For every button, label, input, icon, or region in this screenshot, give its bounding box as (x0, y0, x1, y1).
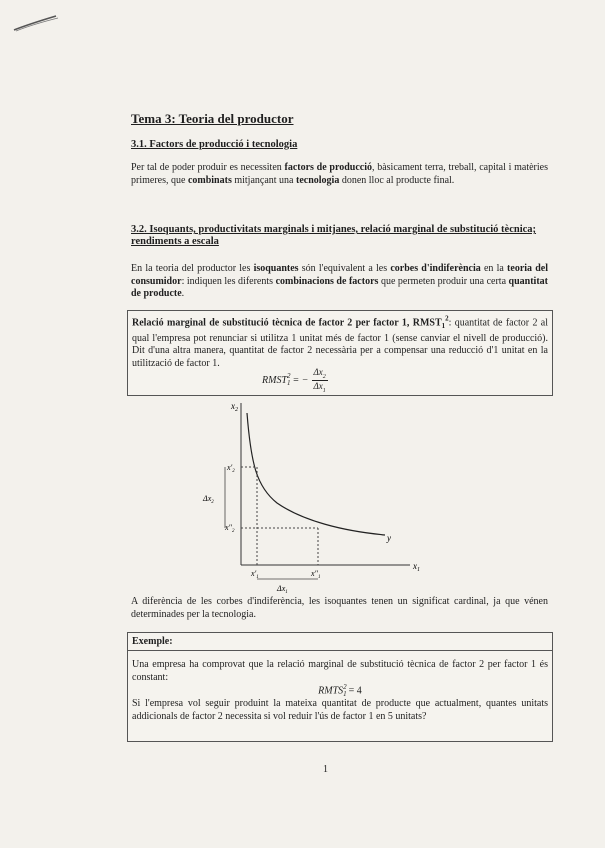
scan-pen-mark (12, 6, 62, 36)
definition-box (127, 310, 553, 396)
example-text-1: Una empresa ha comprovat que la relació marginal de substitució tècnica de factor 2 per factor 1 és constant: (132, 659, 548, 683)
example-box (127, 632, 553, 742)
x-tick-left: $x'_1$ (251, 569, 259, 580)
delta-x1-label: $\Delta x_1$ (277, 584, 288, 595)
page-title: Tema 3: Teoria del productor (131, 111, 294, 126)
example-formula: RMTS 2 1 = 4 (318, 683, 362, 698)
isoquant-curve (247, 413, 385, 535)
y-axis-label: $x_2$ (231, 401, 238, 413)
isoquant-graph (195, 395, 425, 595)
section-2-paragraph: En la teoria del productor les isoquantes són l'equivalent a les corbes d'indiferència en la teoria del consumidor: indiquen les diferents combinacions de factors que permeten produir una certa quantitat de producte. (131, 263, 549, 299)
x-tick-right: $x''_1$ (311, 569, 321, 580)
x-axis-label: $x_1$ (413, 561, 420, 573)
definition-text: Relació marginal de substitució tècnica de factor 2 per factor 1, $RMST_1^2$: quantitat de factor 2 al qual l'empresa pot renunciar si utilitza 1 unitat més de factor 1 (sense canviar el nivell de producció). Dit d'una altra manera, quantitat de factor 2 necessària per a compensar una reducció d'1 unitat en la utilització de factor 1. (132, 315, 548, 369)
page-number: 1 (323, 764, 328, 775)
rmst-formula: RMST 2 1 = − $\frac{\Delta x_2}{\Delta x_1}$ (262, 367, 326, 394)
curve-label: y (387, 533, 391, 543)
after-graph-paragraph: A diferència de les corbes d'indiferència, les isoquantes tenen un significat cardinal, ja que vénen determinades per la tecnologia. (131, 596, 548, 620)
section-1-paragraph: Per tal de poder produir es necessiten factors de producció, bàsicament terra, treball, capital i matèries primeres, que combinats mitjançant una tecnologia donen lloc al producte final. (131, 162, 548, 186)
y-tick-top: $x'_2$ (227, 463, 235, 474)
delta-x2-label: $\Delta x_2$ (203, 494, 214, 505)
example-text-2: Si l'empresa vol seguir produint la mateixa quantitat de producte que actualment, quantes unitats addicionals de factor 2 necessita si vol reduir l'ús de factor 1 en 5 unitats? (132, 698, 548, 722)
example-heading: Exemple: (128, 633, 552, 651)
y-tick-bottom: $x''_2$ (225, 523, 235, 534)
section-1-heading: 3.1. Factors de producció i tecnologia (131, 139, 298, 150)
section-2-heading: 3.2. Isoquants, productivitats marginals i mitjanes, relació marginal de substitució tècnica; rendiments a escala (131, 224, 537, 247)
